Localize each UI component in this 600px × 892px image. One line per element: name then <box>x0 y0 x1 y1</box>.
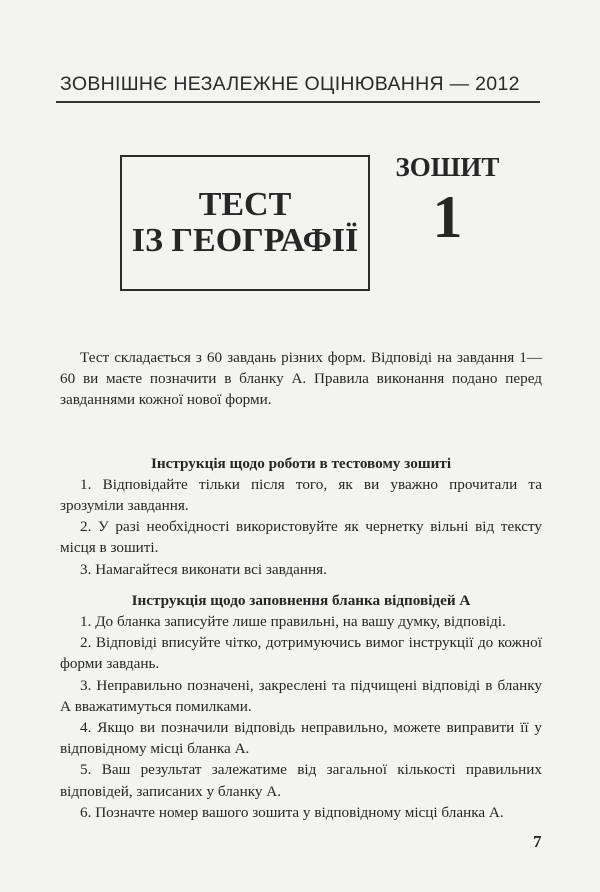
section2-title: Інструкція щодо заповнення бланка відповідей А <box>131 591 471 609</box>
section1-item: 1. Відповідайте тільки після того, як ви уважно прочитали та зрозуміли завдання. <box>60 475 542 515</box>
test-title-box <box>120 155 370 291</box>
section2-item: 2. Відповіді вписуйте чітко, дотримуючись вимог інструкції до кожної форми завдань. <box>60 634 542 673</box>
page-number: 7 <box>533 832 542 851</box>
instructions-body <box>60 347 542 823</box>
section2-item: 4. Якщо ви позначили відповідь неправильно, можете виправити її у відповідному місці бланка А. <box>60 719 542 758</box>
section2-item: 6. Позначте номер вашого зошита у відповідному місці бланка А. <box>80 803 504 821</box>
section2-item: 3. Неправильно позначені, закреслені та підчищені відповіді в бланку А вважатимуться помилками. <box>60 676 542 715</box>
section2-item: 1. До бланка записуйте лише правильні, на вашу думку, відповіді. <box>80 613 506 631</box>
section1-title: Інструкція щодо роботи в тестовому зошиті <box>150 454 452 472</box>
header-rule <box>56 101 540 103</box>
notebook-label: ЗОШИТ <box>395 152 500 182</box>
test-title-line1: ТЕСТ <box>198 186 292 223</box>
test-title-line2: ІЗ ГЕОГРАФІЇ <box>131 222 359 259</box>
notebook-number: 1 <box>432 184 463 250</box>
section2-item: 5. Ваш результат залежатиме від загальної кількості правильних відповідей, записаних у бланку А. <box>60 761 542 800</box>
intro-paragraph: Тест складається з 60 завдань різних форм. Відповіді на завдання 1—60 ви маєте позначити в бланку А. Правила виконання подано перед завданнями кожної нової форми. <box>60 349 542 409</box>
section1-item: 3. Намагайтеся виконати всі завдання. <box>80 560 327 578</box>
exam-header-title: ЗОВНІШНЄ НЕЗАЛЕЖНЕ ОЦІНЮВАННЯ — 2012 <box>60 73 520 95</box>
section1-item: 2. У разі необхідності використовуйте як чернетку вільні від тексту місця в зошиті. <box>60 518 542 557</box>
